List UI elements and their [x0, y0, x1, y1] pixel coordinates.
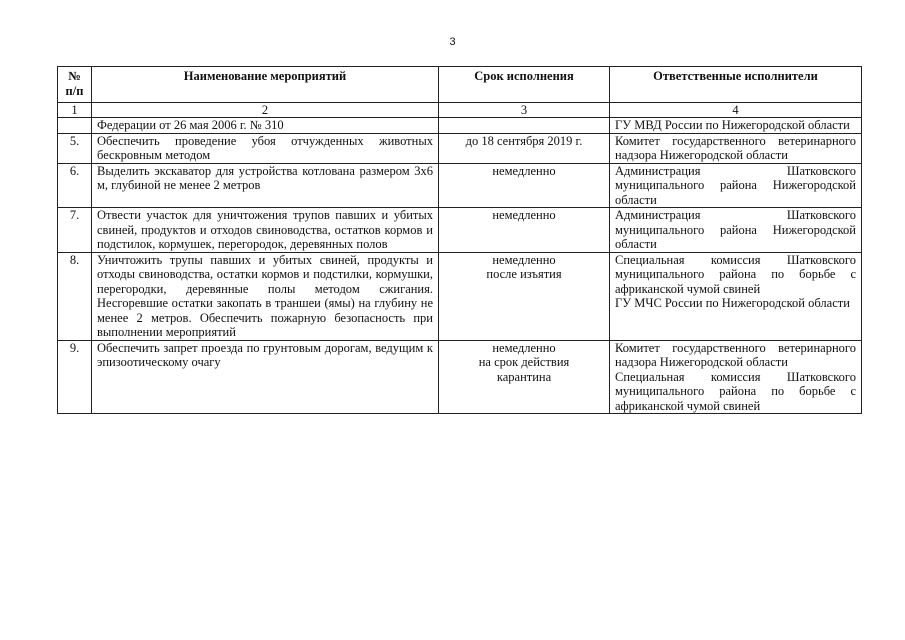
row-number: 7. — [58, 208, 92, 253]
term-line: карантина — [496, 369, 552, 384]
row-responsible — [610, 118, 862, 134]
row-number: 8. — [58, 252, 92, 340]
responsible-entry: ГУ МЧС России по Нижегородской области — [615, 296, 850, 310]
table-row — [58, 252, 862, 340]
row-term — [439, 118, 610, 134]
column-number: 1 — [58, 103, 92, 118]
row-task: Обеспечить запрет проезда по грунтовым дорогам, ведущим к эпизоотическому очагу — [92, 340, 439, 414]
responsible-entry: Комитет государственного ветеринарного надзора Нижегородской области — [615, 133, 856, 162]
row-term — [439, 208, 610, 253]
row-term — [439, 252, 610, 340]
row-task: Выделить экскаватор для устройства котлована размером 3х6 м, глубиной не менее 2 метров — [92, 163, 439, 208]
term-line: немедленно — [492, 208, 556, 222]
term-line: до 18 сентября 2019 г. — [465, 133, 583, 148]
table-row — [58, 163, 862, 208]
term-line: немедленно — [492, 252, 556, 267]
row-number: 5. — [58, 133, 92, 163]
row-responsible — [610, 340, 862, 414]
column-number-row — [58, 103, 862, 118]
term-line: немедленно — [492, 340, 556, 355]
responsible-entry: Комитет государственного ветеринарного надзора Нижегородской области — [615, 340, 856, 369]
measures-table — [57, 66, 862, 414]
column-number: 3 — [439, 103, 610, 118]
row-task: Федерации от 26 мая 2006 г. № 310 — [92, 118, 439, 134]
responsible-entry: Специальная комиссия Шатковского муниципального района по борьбе с африканской чумой свиней — [615, 369, 856, 413]
term-line: на срок действия — [478, 355, 570, 369]
header-responsible: Ответственные исполнители — [610, 67, 862, 103]
row-term — [439, 340, 610, 414]
row-responsible — [610, 208, 862, 253]
table-header-row — [58, 67, 862, 103]
header-term: Срок исполнения — [439, 67, 610, 103]
row-responsible — [610, 163, 862, 208]
row-task: Обеспечить проведение убоя отчужденных животных бескровным методом — [92, 133, 439, 163]
term-line: немедленно — [492, 163, 556, 178]
table-body — [58, 118, 862, 414]
responsible-entry: Администрация Шатковского муниципального района Нижегородской области — [615, 208, 856, 251]
responsible-entry: Специальная комиссия Шатковского муниципального района по борьбе с африканской чумой свиней — [615, 252, 856, 296]
responsible-entry: ГУ МВД России по Нижегородской области — [615, 118, 850, 132]
row-number: 6. — [58, 163, 92, 208]
page-number: 3 — [449, 36, 456, 48]
column-number: 4 — [610, 103, 862, 118]
row-task: Уничтожить трупы павших и убитых свиней, продукты и отходы свиноводства, остатки кормов и подстилки, кормушки, перегородки, деревянные полы методом сжигания. Несгоревшие остатки закопать в траншеи (ямы) на глубину не менее 2 метров. Обеспечить пожарную безопасность при выполнении мероприятий — [92, 252, 439, 340]
row-responsible — [610, 252, 862, 340]
row-responsible — [610, 133, 862, 163]
table-row — [58, 208, 862, 253]
row-task: Отвести участок для уничтожения трупов павших и убитых свиней, продуктов и отходов свиноводства, остатков кормов и подстилок, кормушек, перегородок, деревянных полов — [92, 208, 439, 253]
table-row — [58, 133, 862, 163]
row-term — [439, 163, 610, 208]
row-number — [58, 118, 92, 134]
table-row — [58, 340, 862, 414]
header-num: № п/п — [58, 67, 92, 103]
responsible-entry: Администрация Шатковского муниципального района Нижегородской области — [615, 163, 856, 207]
header-task: Наименование мероприятий — [92, 67, 439, 103]
table-row — [58, 118, 862, 134]
term-line: после изъятия — [486, 267, 562, 281]
column-number: 2 — [92, 103, 439, 118]
row-number: 9. — [58, 340, 92, 414]
row-term — [439, 133, 610, 163]
